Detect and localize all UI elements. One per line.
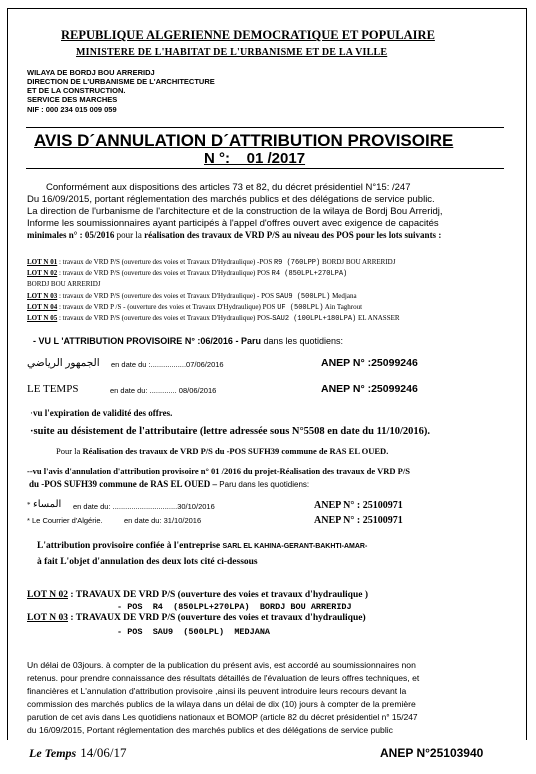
appeal-paragraph-line: retenus. pour prendre connaissance des résultats détaillés de l'évaluation de leurs offres techniques, et <box>27 673 420 683</box>
footer-anep: ANEP N°25103940 <box>380 746 484 760</box>
publication-date: en date du: ............. 08/06/2016 <box>110 386 217 395</box>
notice-title: AVIS D´ANNULATION D´ATTRIBUTION PROVISOIRE <box>34 131 454 150</box>
publication-date: en date du :.................07/06/2016 <box>111 360 224 369</box>
notice-number: N °: 01 /2017 <box>204 150 306 167</box>
lot-description: : TRAVAUX DE VRD P/S (ouverture des voies et travaux d'hydraulique) <box>68 613 366 623</box>
footer-newspaper-name: Le Temps <box>29 746 77 760</box>
lot-description: : travaux de VRD P/S (ouverture des voies et Travaux D'Hydraulique) POS <box>57 269 272 277</box>
appeal-paragraph-line: financières et L'annulation d'attribution provisoire ,ainsi ils peuvent introduire leurs recours devant la <box>27 686 407 696</box>
intro-line-4: Informe les soumissionnaires ayant participés à l'appel d'offres ouvert avec exigence de capacités <box>27 218 439 229</box>
intro-line-2: Du 16/09/2015, portant réglementation des marchés publics et des délégations de service public. <box>27 194 435 205</box>
lot-number: LOT N 01 <box>27 258 58 266</box>
newspaper-title: المساء <box>33 499 62 510</box>
anep-number: ANEP N° : 25100971 <box>314 515 403 526</box>
lot-number: LOT N 03 <box>27 613 69 623</box>
lot-number: LOT N 03 <box>27 292 58 300</box>
tender-number: minimales n° : 05/2016 <box>27 230 115 240</box>
published-label: Paru dans les quotidiens: <box>219 480 310 489</box>
cancellation-notice-ref: --vu l'avis d'annulation d'attribution provisoire n° 01 /2016 du projet-Réalisation des travaux de VRD P/S <box>27 466 410 476</box>
issuer-line-1: WILAYA DE BORDJ BOU ARRERIDJ <box>27 68 155 77</box>
issuer-line-4: SERVICE DES MARCHES <box>27 95 118 104</box>
lot-place: BORDJ BOU ARRERIDJ <box>27 280 101 288</box>
cancellation-project-line <box>29 479 309 489</box>
cancelled-lot <box>27 590 368 600</box>
cancellation-project: du -POS SUFH39 commune de RAS EL OUED – <box>29 479 218 489</box>
footer-date: 14/06/17 <box>80 745 127 760</box>
anep-number: ANEP N° : 25100971 <box>314 500 403 511</box>
provisional-award-ref: - VU L 'ATTRIBUTION PROVISOIRE N° :06/2016 <box>33 336 233 346</box>
cancelled-lot-site: - POS SAU9 (500LPL) MEDJANA <box>117 627 271 637</box>
lot-code: SAU9 (500LPL) <box>275 293 331 301</box>
desistance-notice <box>30 426 430 437</box>
lot-description: : travaux de VRD P/S (ouverture des voies et Travaux D'Hydraulique) - POS <box>57 292 276 300</box>
page-footer <box>0 740 536 774</box>
newspaper-name <box>27 499 61 510</box>
publication-date: en date du: 31/10/2016 <box>124 516 202 525</box>
provisional-award-line <box>33 336 343 346</box>
tender-subject: réalisation des travaux de VRD P/S au niveau des POS pour les lots suivants : <box>144 230 442 240</box>
issuer-line-3: ET DE LA CONSTRUCTION. <box>27 86 126 95</box>
intro-line-1: Conformément aux dispositions des articles 73 et 82, du décret présidentiel N°15: /247 <box>46 182 411 193</box>
appeal-paragraph-line: du 16/09/2015, Portant réglementation des marchés publics et des délégations de service public <box>27 725 393 735</box>
lot-number: LOT N 02 <box>27 269 58 277</box>
lot-description: : TRAVAUX DE VRD P/S (ouverture des voies et travaux d'hydraulique ) <box>68 590 368 600</box>
nif-number: NIF : 000 234 015 009 059 <box>27 105 117 114</box>
lot-description: : travaux de VRD P/S (ouverture des voies et Travaux D'Hydraulique) POS- <box>57 314 273 322</box>
document-frame <box>7 8 527 756</box>
lot-row <box>27 314 400 323</box>
attribution-text: L'attribution provisoire confiée à l'entreprise <box>37 541 223 551</box>
lot-row <box>27 269 347 278</box>
publication-date: en date du: ...............................30/10/2016 <box>73 502 215 511</box>
offer-expiry <box>30 408 172 418</box>
lot-row-continued <box>27 280 101 288</box>
bullet: · <box>30 426 34 437</box>
newspaper-name: LE TEMPS <box>27 383 79 395</box>
lot-row <box>27 258 395 267</box>
lot-description: : travaux de VRD P/S (ouverture des voies et Travaux D'Hydraulique) -POS <box>57 258 274 266</box>
lot-number: LOT N 05 <box>27 314 58 322</box>
newspaper-name: الجمهور الرياضي <box>27 358 100 369</box>
anep-number: ANEP N° :25099246 <box>321 357 418 369</box>
issuer-line-2: DIRECTION DE L'URBANISME DE L'ARCHITECTURE <box>27 77 215 86</box>
newspaper-name <box>27 516 103 525</box>
lot-description: : travaux de VRD P /S - (ouverture des voies et Travaux D'Hydraulique) POS <box>57 303 278 311</box>
ministry-heading: MINISTERE DE L'HABITAT DE L'URBANISME ET DE LA VILLE <box>76 47 388 58</box>
attribution-line <box>37 541 367 551</box>
footer-newspaper <box>29 744 126 762</box>
cancelled-lot <box>27 613 366 623</box>
published-label: - Paru <box>235 336 261 346</box>
title-rule-top <box>26 127 504 128</box>
newspaper-title: Le Courrier d'Algérie. <box>32 516 103 525</box>
project-line <box>56 446 388 456</box>
appeal-paragraph-line: Un délai de 03jours. à compter de la publication du présent avis, est accordé au soumissionnaires non <box>27 660 416 670</box>
project-title: Réalisation des travaux de VRD P/S du -POS SUFH39 commune de RAS EL OUED. <box>82 446 389 456</box>
intro-line-3: La direction de l'urbanisme de l'architecture et de la construction de la wilaya de Bordj Bou Arreridj, <box>27 206 443 217</box>
cancelled-lot-site: - POS R4 (850LPL+270LPA) BORDJ BOU ARRERIDJ <box>117 602 352 612</box>
lot-place: Ain Taghrout <box>323 303 363 311</box>
lot-row <box>27 303 362 312</box>
offer-expiry-text: vu l'expiration de validité des offres. <box>33 408 173 418</box>
lot-place: BORDJ BOU ARRERIDJ <box>320 258 396 266</box>
lot-place: Medjana <box>330 292 357 300</box>
republic-heading: REPUBLIQUE ALGERIENNE DEMOCRATIQUE ET POPULAIRE <box>61 28 435 42</box>
appeal-paragraph-line: parution de cet avis dans Les quotidiens nationaux et BOMOP (article 82 du décret présidentiel n° 15/247 <box>27 712 418 722</box>
lot-code: R9 (760LPP) <box>273 259 321 267</box>
desistance-text: suite au désistement de l'attributaire (lettre adressée sous N°5508 en date du 11/10/2016). <box>33 426 430 437</box>
lot-row <box>27 292 357 301</box>
anep-number: ANEP N° :25099246 <box>321 383 418 395</box>
lot-number: LOT N 02 <box>27 590 69 600</box>
company-name: SARL EL KAHINA-GERANT-BAKHTI-AMAR- <box>222 543 368 550</box>
published-tail: dans les quotidiens: <box>260 336 344 346</box>
lot-code: UF (500LPL) <box>277 304 324 312</box>
intro-connector: pour la <box>114 230 145 240</box>
project-prefix: Pour la <box>56 446 83 456</box>
title-rule-bottom <box>26 168 504 169</box>
lot-number: LOT N 04 <box>27 303 58 311</box>
lot-code: R4 (850LPL+270LPA) <box>271 270 348 278</box>
intro-line-5 <box>27 230 441 240</box>
attribution-cancelled-line: à fait L'objet d'annulation des deux lots cité ci-dessous <box>37 557 258 567</box>
appeal-paragraph-line: commission des marchés publics de la wilaya dans un délai de dix (10) jours à compter de la première <box>27 699 416 709</box>
lot-place: EL ANASSER <box>356 314 400 322</box>
bullet: * <box>27 501 31 509</box>
bullet: · <box>30 408 33 418</box>
lot-code: SAU2 (100LPL+180LPA) <box>272 315 357 323</box>
bullet: * <box>27 516 30 525</box>
